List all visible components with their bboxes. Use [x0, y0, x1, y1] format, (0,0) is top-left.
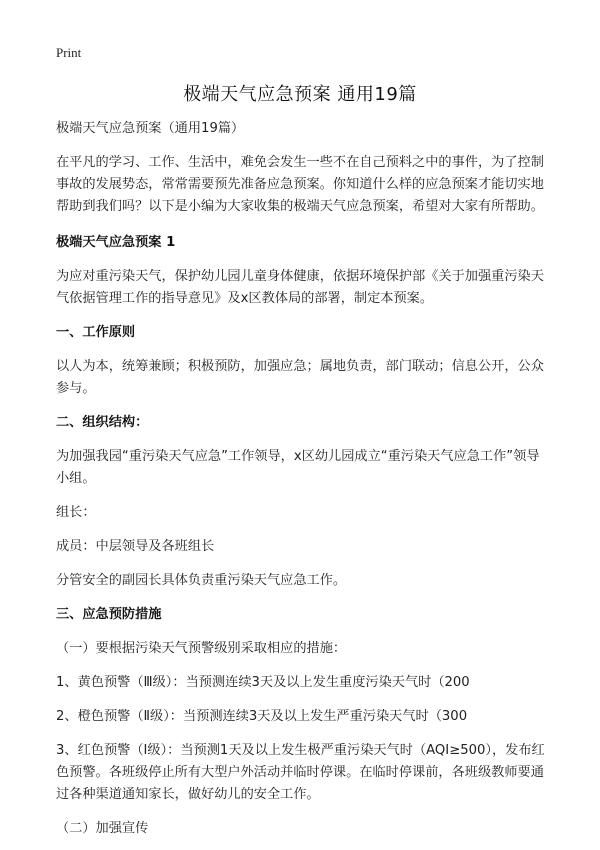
heading-prevention-measures: 三、应急预防措施 [56, 607, 162, 622]
leader-line: 组长： [56, 505, 96, 520]
red-warning-paragraph: 3、红色预警（Ⅰ级）：当预测1天及以上发生极严重污染天气时（AQI≥500），发布红色预警。各班级停止所有大型户外活动并临时停课。在临时停课前，各班级教师要通过各种渠道通知家长，做好幼儿的安全工作。 [56, 743, 545, 802]
orange-warning-line: 2、橙色预警（Ⅱ级）：当预测连续3天及以上发生严重污染天气时（300 [56, 709, 468, 724]
yellow-warning-line: 1、黄色预警（Ⅲ级）：当预测连续3天及以上发生重度污染天气时（200 [56, 675, 470, 690]
section-heading-1: 极端天气应急预案 1 [56, 235, 176, 250]
document-body [56, 118, 552, 850]
section-1-paragraph: 为应对重污染天气，保护幼儿园儿童身体健康，依据环境保护部《关于加强重污染天气依据管理工作的指导意见》及x区教体局的部署，制定本预案。 [56, 269, 544, 306]
document-subtitle: 极端天气应急预案（通用19篇） [56, 121, 245, 136]
intro-paragraph: 在平凡的学习、工作、生活中，难免会发生一些不在自己预料之中的事件，为了控制事故的发展势态，常常需要预先准备应急预案。你知道什么样的应急预案才能切实地帮助到我们吗？以下是小编为大家收集的极端天气应急预案，希望对大家有所帮助。 [56, 155, 544, 214]
members-line: 成员：中层领导及各班组长 [56, 539, 215, 554]
heading-organization: 二、组织结构： [56, 415, 149, 430]
measure-2-line: （二）加强宣传 [56, 821, 149, 836]
page-title: 极端天气应急预案 通用19篇 [183, 84, 417, 105]
measure-1-line: （一）要根据污染天气预警级别采取相应的措施： [56, 641, 347, 656]
vice-director-line: 分管安全的副园长具体负责重污染天气应急工作。 [56, 573, 347, 588]
organization-text: 为加强我园“重污染天气应急”工作领导，x区幼儿园成立“重污染天气应急工作”领导小组。 [56, 449, 540, 486]
heading-work-principle: 一、工作原则 [56, 325, 136, 340]
print-label[interactable]: Print [56, 45, 82, 60]
work-principle-text: 以人为本，统筹兼顾；积极预防，加强应急；属地负责，部门联动；信息公开，公众参与。 [56, 359, 544, 396]
